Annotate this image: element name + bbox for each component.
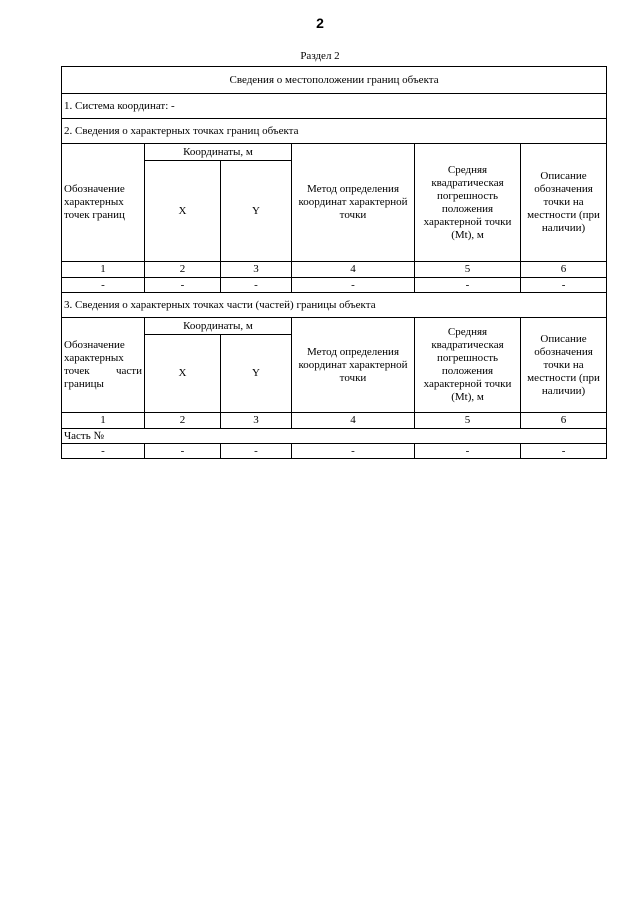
column-number: 1 — [62, 413, 145, 429]
column-number: 4 — [292, 262, 415, 278]
s3-header-y: Y — [221, 335, 292, 413]
column-number: 6 — [521, 413, 607, 429]
column-number: 5 — [415, 262, 521, 278]
table-cell: - — [292, 444, 415, 459]
section2-title: 2. Сведения о характерных точках границ объекта — [62, 119, 607, 144]
s3-header-coordinates: Координаты, м — [145, 318, 292, 335]
boundary-table — [61, 66, 607, 459]
column-number: 1 — [62, 262, 145, 278]
column-number: 6 — [521, 262, 607, 278]
s2-header-designation: Обозначение характерных точек границ — [62, 144, 145, 262]
table-cell: - — [145, 278, 221, 293]
column-number: 4 — [292, 413, 415, 429]
s2-header-method: Метод определения координат характерной точки — [292, 144, 415, 262]
table-cell: - — [415, 444, 521, 459]
s2-table-row — [62, 278, 607, 293]
table-cell: - — [292, 278, 415, 293]
s2-header-y: Y — [221, 161, 292, 262]
table-cell: - — [62, 444, 145, 459]
s2-header-x: X — [145, 161, 221, 262]
s3-header-designation: Обозначение характерных точек части границы — [62, 318, 145, 413]
s3-header-description: Описание обозначения точки на местности (при наличии) — [521, 318, 607, 413]
column-number: 2 — [145, 262, 221, 278]
table-title: Сведения о местоположении границ объекта — [62, 67, 607, 94]
s3-column-numbers — [62, 413, 607, 429]
table-cell: - — [521, 278, 607, 293]
column-number: 2 — [145, 413, 221, 429]
table-cell: - — [62, 278, 145, 293]
s3-header-x: X — [145, 335, 221, 413]
column-number: 3 — [221, 262, 292, 278]
column-number: 3 — [221, 413, 292, 429]
table-cell: - — [521, 444, 607, 459]
column-number: 5 — [415, 413, 521, 429]
s3-table-row — [62, 444, 607, 459]
coordinate-system: 1. Система координат: - — [62, 94, 607, 119]
part-label: Часть № — [62, 429, 607, 444]
s2-header-description: Описание обозначения точки на местности (при наличии) — [521, 144, 607, 262]
section-label: Раздел 2 — [300, 50, 340, 62]
section3-title: 3. Сведения о характерных точках части (частей) границы объекта — [62, 293, 607, 318]
s3-header-error: Средняя квадратическая погрешность положения характерной точки (Mt), м — [415, 318, 521, 413]
s2-header-coordinates: Координаты, м — [145, 144, 292, 161]
s2-column-numbers — [62, 262, 607, 278]
table-cell: - — [221, 444, 292, 459]
table-cell: - — [415, 278, 521, 293]
table-cell: - — [145, 444, 221, 459]
page-number: 2 — [316, 15, 324, 31]
s3-header-method: Метод определения координат характерной точки — [292, 318, 415, 413]
s2-header-error: Средняя квадратическая погрешность положения характерной точки (Mt), м — [415, 144, 521, 262]
table-cell: - — [221, 278, 292, 293]
